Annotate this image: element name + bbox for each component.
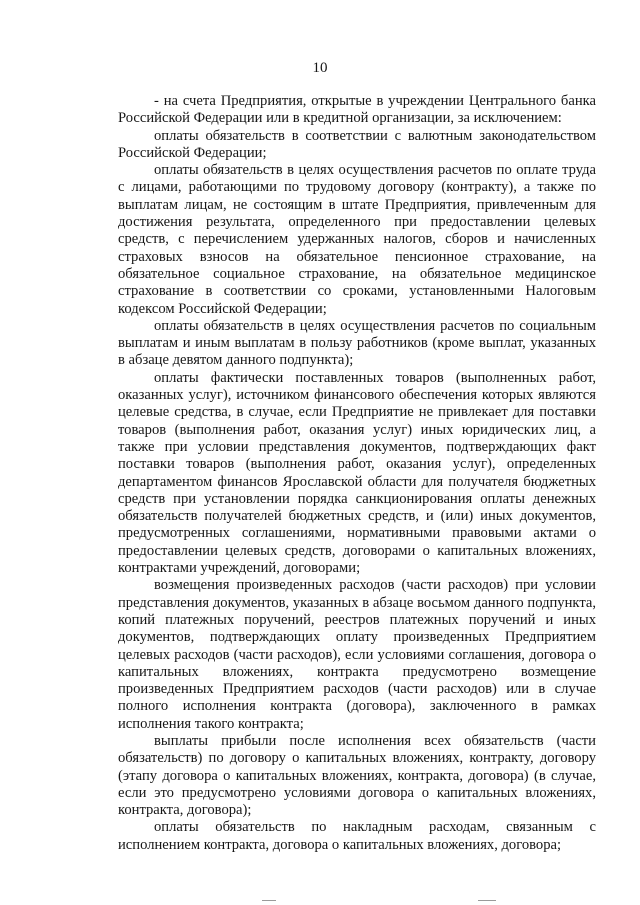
paragraph-2: оплаты обязательств в соответствии с валютным законодательством Российской Федерации; xyxy=(118,127,596,161)
page-number: 10 xyxy=(312,60,328,76)
paragraph-5: оплаты фактически поставленных товаров (выполненных работ, оказанных услуг), источником финансового обеспечения которых являются целевые средства, в случае, если Предприятие не привлекает для поставки товаров (выполнения работ, оказания услуг) иных юридических лиц, а также при условии представления документов, подтверждающих факт поставки товаров (выполнения работ, оказания услуг), определенных департаментом финансов Ярославской области для получателя бюджетных средств при установлении порядка санкционирования оплаты денежных обязательств получателей бюджетных средств, и (или) иных документов, предусмотренных соглашениями, нормативными правовыми актами о предоставлении целевых средств, договорами о капитальных вложениях, контрактами учреждений, договорами; xyxy=(118,369,596,577)
scan-artifact-right xyxy=(478,900,496,901)
scan-artifact-left xyxy=(262,900,276,901)
paragraph-3: оплаты обязательств в целях осуществления расчетов по оплате труда с лицами, работающими по трудовому договору (контракту), а также по выплатам лицам, не состоящим в штате Предприятия, привлеченным для достижения результата, определенного при предоставлении целевых средств, с перечислением удержанных налогов, сборов и начисленных страховых взносов на обязательное пенсионное страхование, на обязательное социальное страхование, на обязательное медицинское страхование в соответствии со сроками, установленными Налоговым кодексом Российской Федерации; xyxy=(118,162,596,317)
paragraph-7: выплаты прибыли после исполнения всех обязательств (части обязательств) по договору о капитальных вложениях, контракту, договору (этапу договора о капитальных вложениях, контракта, договора) (в случае, если это предусмотрено условиями договора о капитальных вложениях, контракта, договора); xyxy=(118,732,596,819)
paragraph-4: оплаты обязательств в целях осуществления расчетов по социальным выплатам и иным выплатам в пользу работников (кроме выплат, указанных в абзаце девятом данного подпункта); xyxy=(118,317,596,369)
document-body xyxy=(118,93,596,854)
paragraph-1: - на счета Предприятия, открытые в учреждении Центрального банка Российской Федерации или в кредитной организации, за исключением: xyxy=(118,93,596,127)
paragraph-6: возмещения произведенных расходов (части расходов) при условии представления документов, указанных в абзаце восьмом данного подпункта, копий платежных поручений, реестров платежных поручений и иных документов, подтверждающих оплату произведенных Предприятием целевых расходов (части расходов), если условиями соглашения, договора о капитальных вложениях, контракта предусмотрено возмещение произведенных Предприятием расходов (части расходов) или в случае полного исполнения контракта (договора), заключенного в рамках исполнения такого контракта; xyxy=(118,577,596,732)
paragraph-8: оплаты обязательств по накладным расходам, связанным с исполнением контракта, договора о капитальных вложениях, договора; xyxy=(118,819,596,853)
